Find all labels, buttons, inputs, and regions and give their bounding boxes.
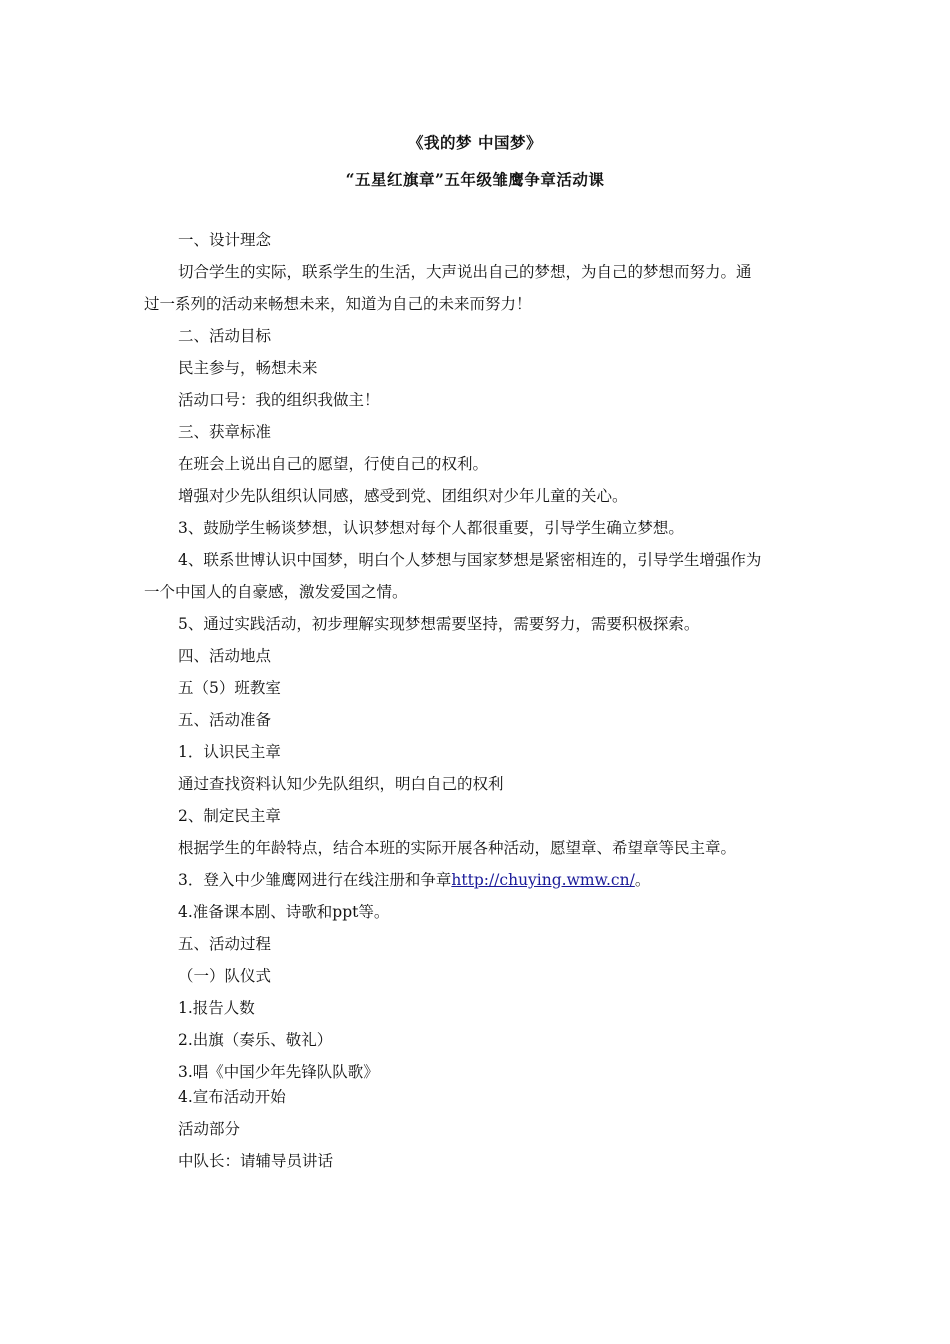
register-line <box>144 868 809 900</box>
section-heading-goals: 二、活动目标 <box>178 327 272 345</box>
section-heading-preparation: 五、活动准备 <box>178 711 272 729</box>
paragraph-line: 1．认识民主章 <box>178 743 281 761</box>
section-heading-design: 一、设计理念 <box>178 231 272 249</box>
website-link[interactable]: http://chuying.wmw.cn/ <box>451 871 635 889</box>
section-heading-process: 五、活动过程 <box>178 935 272 953</box>
section-heading-location: 四、活动地点 <box>178 647 272 665</box>
paragraph-line: 一个中国人的自豪感，激发爱国之情。 <box>144 583 408 601</box>
paragraph-line: 活动部分 <box>178 1120 241 1138</box>
paragraph-line: 4、联系世博认识中国梦，明白个人梦想与国家梦想是紧密相连的，引导学生增强作为 <box>178 551 762 569</box>
paragraph-line: 4.宣布活动开始 <box>178 1088 286 1106</box>
paragraph-line: 3、鼓励学生畅谈梦想，认识梦想对每个人都很重要，引导学生确立梦想。 <box>178 519 684 537</box>
register-text: 3．登入中少雏鹰网进行在线注册和争章 <box>178 871 452 889</box>
paragraph-line: 中队长：请辅导员讲话 <box>178 1152 334 1170</box>
paragraph-line: 增强对少先队组织认同感，感受到党、团组织对少年儿童的关心。 <box>178 487 628 505</box>
document-subtitle: “五星红旗章”五年级雏鹰争章活动课 <box>345 170 605 189</box>
register-suffix: 。 <box>634 871 651 889</box>
paragraph-line: （一）队仪式 <box>178 967 272 985</box>
paragraph-line: 在班会上说出自己的愿望，行使自己的权利。 <box>178 455 489 473</box>
paragraph-line: 3.唱《中国少年先锋队队歌》 <box>178 1063 379 1081</box>
section-heading-criteria: 三、获章标准 <box>178 423 272 441</box>
paragraph-line: 根据学生的年龄特点，结合本班的实际开展各种活动，愿望章、希望章等民主章。 <box>178 839 737 857</box>
paragraph-line: 活动口号：我的组织我做主！ <box>178 391 380 409</box>
paragraph-line: 5、通过实践活动，初步理解实现梦想需要坚持，需要努力，需要积极探索。 <box>178 615 700 633</box>
paragraph-line: 民主参与，畅想未来 <box>178 359 318 377</box>
document-title: 《我的梦 中国梦》 <box>408 133 542 152</box>
document-body <box>144 228 809 1181</box>
paragraph-line: 通过查找资料认知少先队组织，明白自己的权利 <box>178 775 504 793</box>
paragraph-line: 切合学生的实际，联系学生的生活，大声说出自己的梦想，为自己的梦想而努力。通 <box>178 263 752 281</box>
paragraph-line: 2、制定民主章 <box>178 807 281 825</box>
paragraph-line: 过一系列的活动来畅想未来，知道为自己的未来而努力！ <box>144 295 532 313</box>
paragraph-line: 1.报告人数 <box>178 999 255 1017</box>
paragraph-line: 2.出旗（奏乐、敬礼） <box>178 1031 333 1049</box>
paragraph-line: 4.准备课本剧、诗歌和ppt等。 <box>178 903 390 921</box>
paragraph-line: 五（5）班教室 <box>178 679 281 697</box>
